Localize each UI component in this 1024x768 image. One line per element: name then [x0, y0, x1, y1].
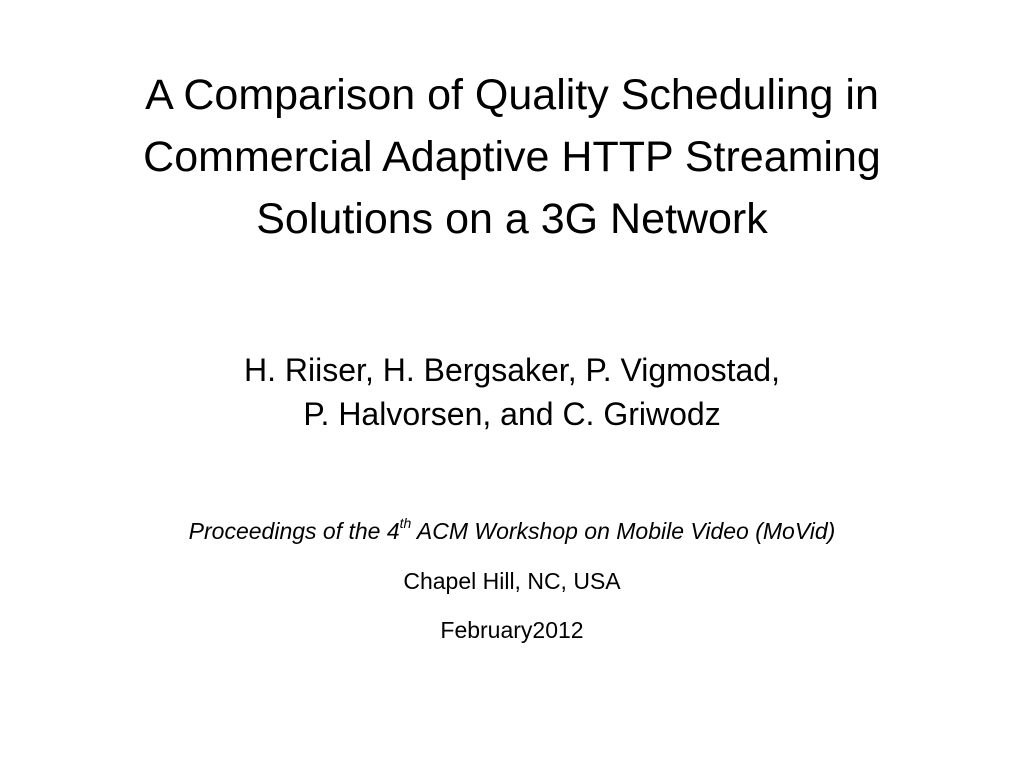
venue-suffix: ACM Workshop on Mobile Video (MoVid) [411, 518, 836, 544]
slide-title [40, 64, 984, 250]
location: Chapel Hill, NC, USA [403, 568, 621, 594]
authors-line-1: H. Riiser, H. Bergsaker, P. Vigmostad, [244, 352, 780, 388]
venue-prefix: Proceedings of the 4 [188, 518, 400, 544]
title-line-1: A Comparison of Quality Scheduling in [145, 71, 879, 119]
author-list [40, 348, 984, 436]
publication-date: February2012 [440, 617, 584, 643]
title-line-3: Solutions on a 3G Network [256, 195, 768, 243]
venue-ordinal-suffix: th [399, 515, 412, 532]
title-line-2: Commercial Adaptive HTTP Streaming [143, 133, 881, 181]
authors-line-2: P. Halvorsen, and C. Griwodz [303, 396, 721, 432]
venue-line [20, 514, 1004, 548]
